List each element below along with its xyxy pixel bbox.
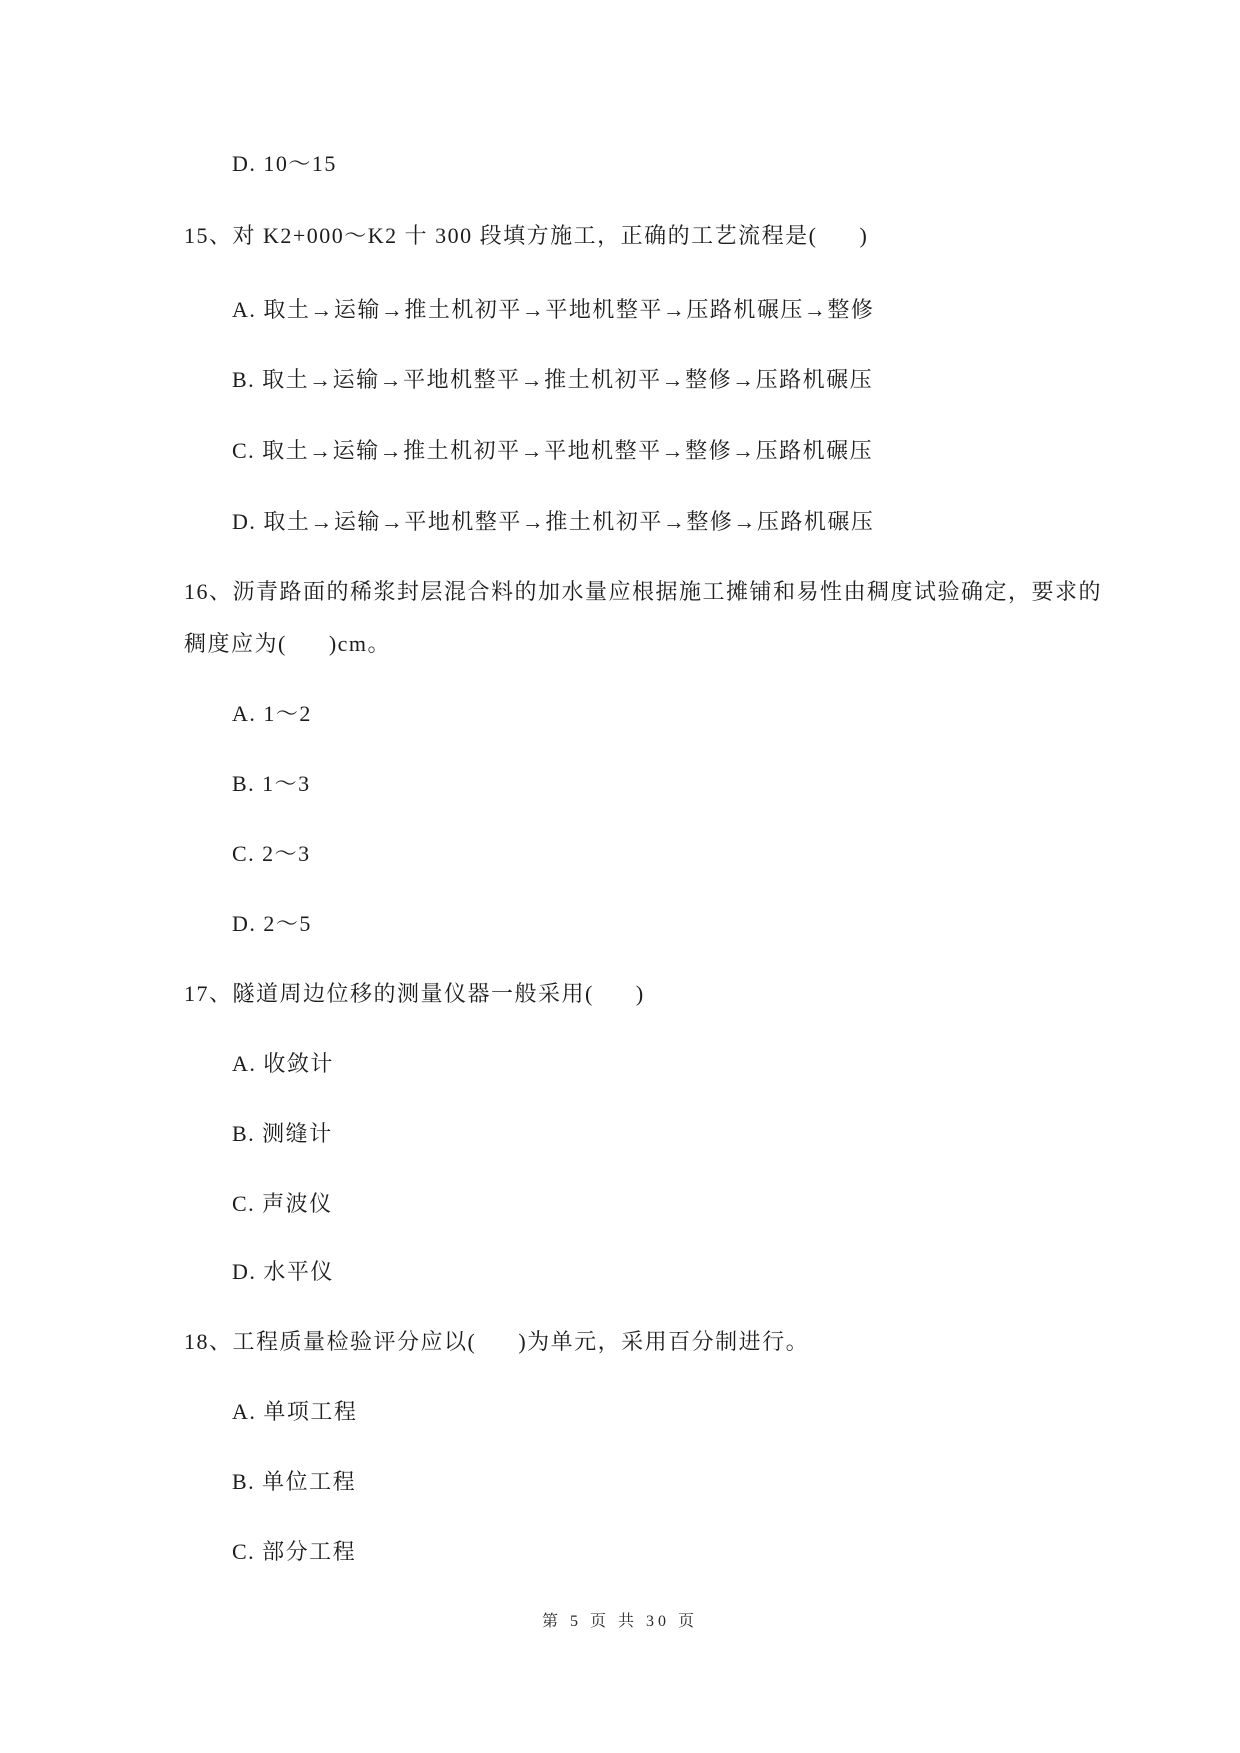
question-15-option-d: D. 取土→运输→平地机整平→推土机初平→整修→压路机碾压 (232, 509, 875, 534)
question-15-option-c: C. 取土→运输→推土机初平→平地机整平→整修→压路机碾压 (232, 438, 874, 463)
question-17-option-a: A. 收敛计 (232, 1051, 334, 1076)
question-15-text: 15、对 K2+000～K2 十 300 段填方施工，正确的工艺流程是( ) (184, 223, 869, 248)
question-17-option-c: C. 声波仪 (232, 1191, 333, 1216)
question-17-option-b: B. 测缝计 (232, 1121, 333, 1146)
question-18-text: 18、工程质量检验评分应以( )为单元，采用百分制进行。 (184, 1329, 810, 1354)
question-18-option-b: B. 单位工程 (232, 1469, 357, 1494)
question-16-option-b: B. 1～3 (232, 771, 311, 796)
question-16-text-line-2: 稠度应为( )cm。 (184, 631, 392, 656)
question-16-option-c: C. 2～3 (232, 841, 311, 866)
question-16-option-a: A. 1～2 (232, 701, 312, 726)
previous-question-option-d: D. 10～15 (232, 151, 337, 176)
question-18-option-c: C. 部分工程 (232, 1539, 357, 1564)
page-footer: 第 5 页 共 30 页 (541, 1613, 698, 1630)
question-15-option-a: A. 取土→运输→推土机初平→平地机整平→压路机碾压→整修 (232, 297, 875, 322)
question-16-option-d: D. 2～5 (232, 911, 312, 936)
question-18-option-a: A. 单项工程 (232, 1399, 358, 1424)
question-17-option-d: D. 水平仪 (232, 1259, 334, 1284)
question-17-text: 17、隧道周边位移的测量仪器一般采用( ) (184, 981, 645, 1006)
question-15-option-b: B. 取土→运输→平地机整平→推土机初平→整修→压路机碾压 (232, 367, 874, 392)
question-16-text-line-1: 16、沥青路面的稀浆封层混合料的加水量应根据施工摊铺和易性由稠度试验确定，要求的 (184, 579, 1103, 604)
